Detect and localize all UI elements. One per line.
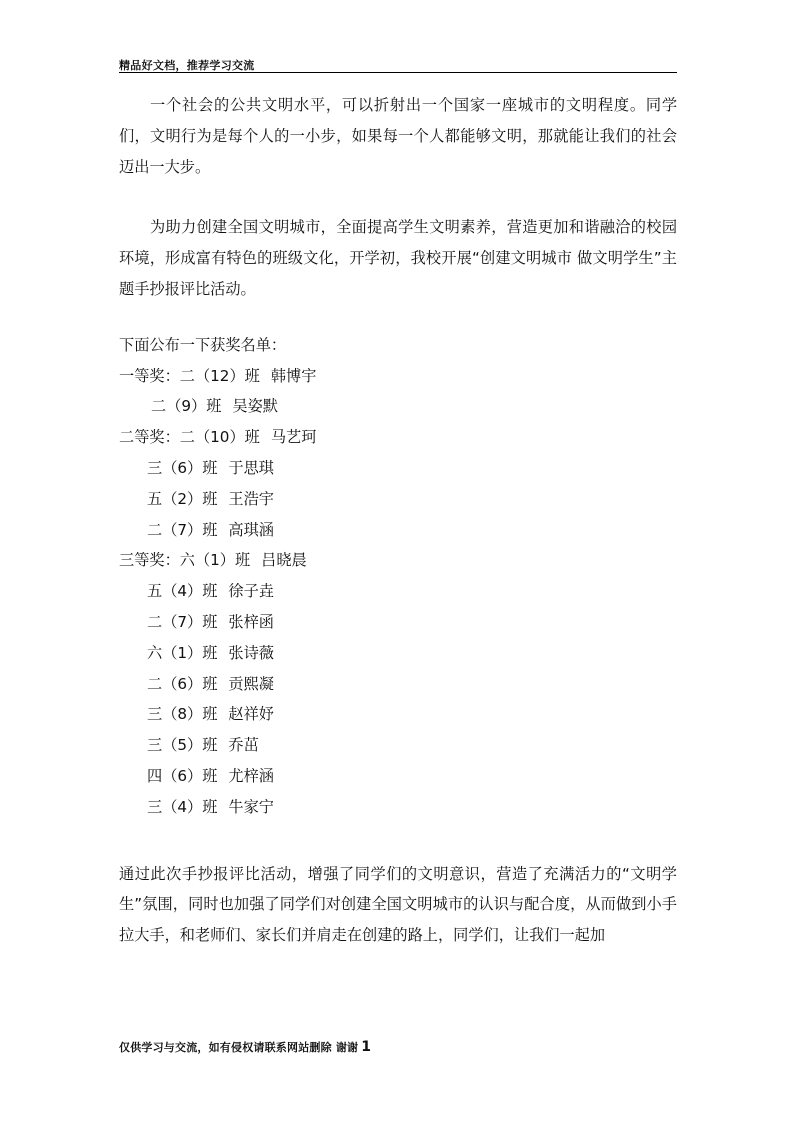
document-body	[119, 90, 677, 951]
award-row-first-1	[119, 391, 677, 422]
award-row-third-6	[119, 730, 677, 761]
award-class: 二（7）班	[147, 520, 218, 539]
closing-paragraph: 通过此次手抄报评比活动，增强了同学们的文明意识，营造了充满活力的“文明学生”氛围，同时也加强了同学们对创建全国文明城市的认识与配合度，从而做到小手拉大手，和老师们、家长们并肩走在创建的路上，同学们，让我们一起加	[119, 864, 677, 945]
award-class: 三（5）班	[147, 736, 218, 755]
award-student: 尤梓涵	[228, 766, 274, 785]
award-student: 牛家宁	[228, 797, 274, 816]
award-row-third-4	[119, 669, 677, 700]
award-row-third-3	[119, 638, 677, 669]
award-label-second: 二等奖：	[119, 428, 180, 447]
award-row-second-3	[119, 515, 677, 546]
header-text: 精品好文档，推荐学习交流	[119, 59, 255, 72]
award-student: 吕晓晨	[261, 551, 307, 570]
award-student: 徐子垚	[228, 582, 274, 601]
award-row-third-0	[119, 545, 677, 576]
award-row-third-8	[119, 792, 677, 823]
award-row-third-1	[119, 576, 677, 607]
winners-intro: 下面公布一下获奖名单：	[119, 335, 287, 354]
award-class: 六（1）班	[147, 643, 218, 662]
award-row-second-1	[119, 453, 677, 484]
award-student: 乔茁	[228, 736, 259, 755]
page-number: 1	[361, 1039, 372, 1055]
award-row-third-5	[119, 699, 677, 730]
award-class: 五（4）班	[147, 582, 218, 601]
award-class: 四（6）班	[147, 766, 218, 785]
award-class: 三（4）班	[147, 797, 218, 816]
page-header	[119, 54, 677, 73]
award-row-third-2	[119, 607, 677, 638]
award-student: 马艺珂	[270, 428, 317, 447]
award-class: 三（6）班	[147, 458, 218, 477]
award-row-second-2	[119, 484, 677, 515]
award-class: 二（10）班	[179, 428, 260, 447]
award-class: 三（8）班	[147, 705, 218, 724]
award-student: 张梓函	[228, 612, 274, 631]
award-label-third: 三等奖：	[119, 551, 180, 570]
award-student: 王浩宇	[228, 489, 274, 508]
award-student: 高琪涵	[228, 520, 274, 539]
intro-paragraph: 一个社会的公共文明水平，可以折射出一个国家一座城市的文明程度。同学们，文明行为是每个人的一小步，如果每一个人都能够文明，那就能让我们的社会迈出一大步。	[119, 96, 677, 176]
award-class: 二（12）班	[179, 366, 260, 385]
award-student: 韩博宇	[270, 366, 317, 385]
award-class: 六（1）班	[179, 551, 251, 570]
award-student: 吴姿默	[232, 397, 278, 416]
page-footer	[119, 1039, 371, 1056]
award-student: 贡熙凝	[228, 674, 274, 693]
award-class: 二（7）班	[147, 612, 218, 631]
award-row-first-0	[119, 361, 677, 392]
award-class: 二（6）班	[147, 674, 218, 693]
award-class: 二（9）班	[151, 397, 222, 416]
award-row-third-7	[119, 761, 677, 792]
award-row-second-0	[119, 422, 677, 453]
award-student: 于思琪	[228, 458, 274, 477]
footer-text: 仅供学习与交流，如有侵权请联系网站删除 谢谢	[119, 1041, 359, 1054]
award-student: 赵祥妤	[228, 705, 274, 724]
award-student: 张诗薇	[228, 643, 274, 662]
activity-paragraph: 为助力创建全国文明城市，全面提高学生文明素养，营造更加和谐融洽的校园环境，形成富有特色的班级文化，开学初，我校开展“创建文明城市 做文明学生”主题手抄报评比活动。	[119, 218, 677, 298]
award-label-first: 一等奖：	[119, 366, 180, 385]
award-class: 五（2）班	[147, 489, 218, 508]
